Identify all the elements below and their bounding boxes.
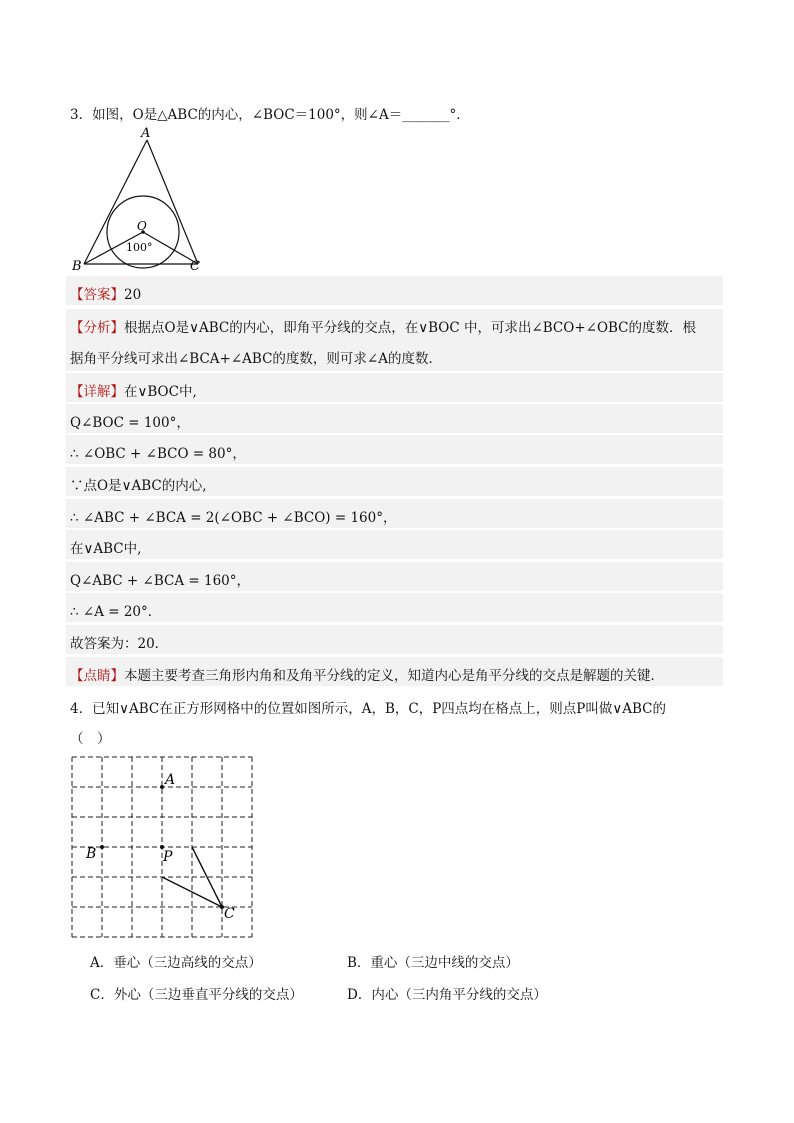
step-8: 故答案为：20． — [70, 636, 169, 652]
option-c[interactable]: C．外心（三边垂直平分线的交点） — [90, 987, 303, 1003]
step-7: ∴ ∠A = 20°． — [70, 604, 162, 620]
question-3-text: 3．如图，O是△ABC的内心，∠BOC＝100°，则∠A＝_______°． — [70, 107, 470, 123]
detail-tag: 【详解】 — [70, 384, 124, 400]
option-a[interactable]: A．垂心（三边高线的交点） — [90, 955, 262, 971]
analysis-line-1 — [70, 316, 696, 336]
step-3: ∵点O是∨ABC的内心, — [70, 478, 207, 494]
detail-intro: 在∨BOC中, — [124, 384, 197, 400]
step-5: 在∨ABC中, — [70, 541, 142, 557]
grid-label-c: C — [224, 906, 235, 922]
label-a: A — [141, 126, 151, 141]
comment-text: 本题主要考查三角形内角和及角平分线的定义，知道内心是角平分线的交点是解题的关键． — [124, 668, 664, 684]
grid-label-b: B — [86, 846, 97, 862]
side-ac — [147, 140, 198, 264]
point-b — [100, 845, 104, 849]
detail-row — [70, 380, 197, 400]
answer-value: 20 — [124, 287, 142, 303]
answer-row — [70, 283, 141, 303]
analysis-line-2: 据角平分线可求出∠BCA+∠ABC的度数，则可求∠A的度数． — [70, 351, 442, 367]
option-b[interactable]: B．重心（三边中线的交点） — [347, 955, 519, 971]
question-4-line-2: （ ） — [70, 731, 111, 747]
label-o: O — [137, 219, 147, 233]
point-a — [160, 785, 164, 789]
label-c: C — [190, 259, 200, 274]
step-6: Q∠ABC + ∠BCA = 160°， — [70, 573, 250, 589]
grid-label-p: P — [163, 849, 173, 865]
square-grid-figure — [66, 750, 262, 944]
analysis-tag: 【分析】 — [70, 320, 124, 336]
label-angle: 100° — [126, 241, 153, 254]
comment-tag: 【点睛】 — [70, 668, 124, 684]
question-4-line-1: 4．已知∨ABC在正方形网格中的位置如图所示，A，B，C，P四点均在格点上，则点P叫做∨ABC的 — [70, 701, 667, 717]
comment-row — [70, 664, 664, 684]
option-d[interactable]: D．内心（三内角平分线的交点） — [347, 987, 547, 1003]
analysis-text-1: 根据点O是∨ABC的内心，即角平分线的交点，在∨BOC 中，可求出∠BCO+∠OBC的度数．根 — [124, 320, 697, 336]
step-2: ∴ ∠OBC + ∠BCO = 80°， — [70, 446, 246, 462]
label-b: B — [72, 259, 82, 274]
step-1: Q∠BOC = 100°， — [70, 415, 190, 431]
grid-label-a: A — [165, 772, 176, 788]
step-4: ∴ ∠ABC + ∠BCA = 2(∠OBC + ∠BCO) = 160°， — [70, 510, 397, 526]
answer-tag: 【答案】 — [70, 287, 124, 303]
incircle-figure — [64, 124, 214, 276]
